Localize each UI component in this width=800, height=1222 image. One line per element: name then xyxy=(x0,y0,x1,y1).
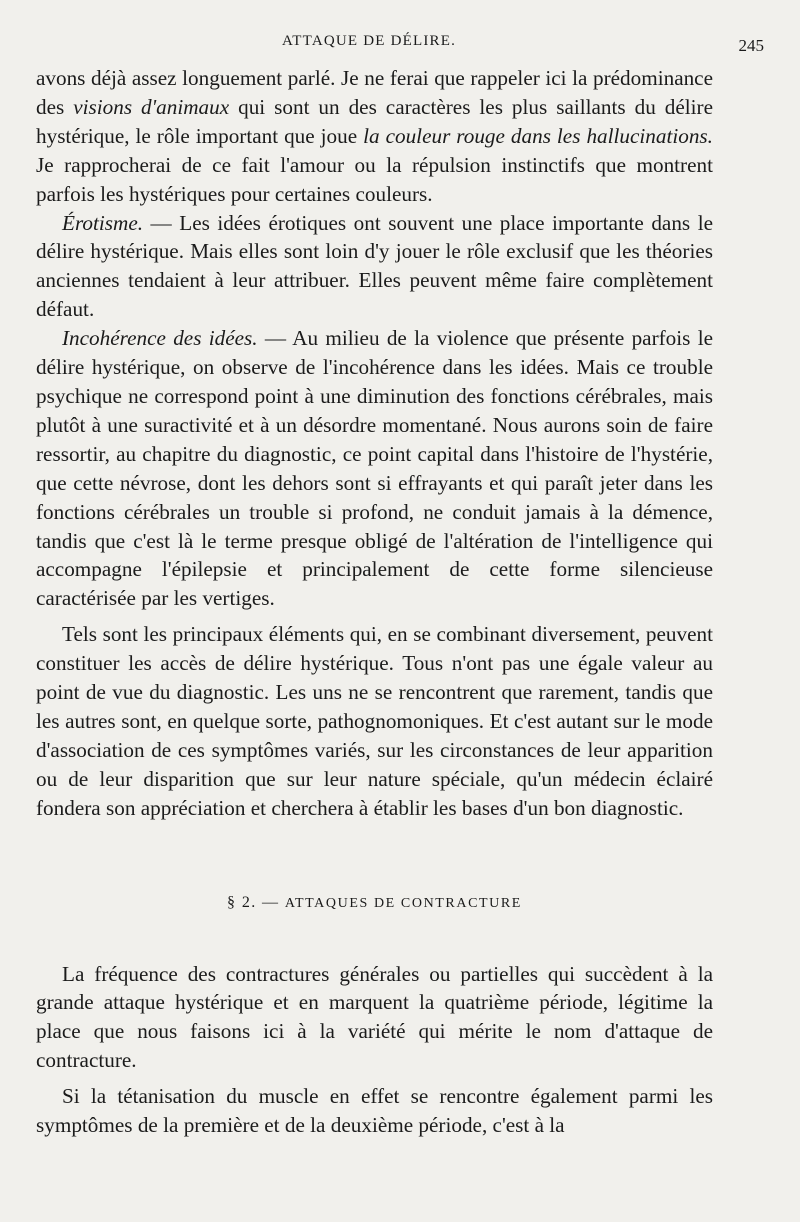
text-run: avons déjà assez longuement parlé. Je ne ferai que rappeler ici la prédominance des xyxy=(36,66,713,119)
section-title: ATTAQUES DE CONTRACTURE xyxy=(284,895,522,911)
section-heading xyxy=(36,893,713,914)
emphasis: visions d'animaux xyxy=(73,94,230,119)
text-run: — Au milieu de la violence que présente parfois le délire hystérique, on observe de l'incohérence dans les idées. Mais ce trouble psychique ne correspond point à une diminution des fonctions cérébrales, mais plutôt à une suractivité et à un désordre momentané. Nous aurons soin de faire ressortir, au chapitre du diagnostic, ce point capital dans l'histoire de l'hystérie, que cette névrose, dont les dehors sont si effrayants et qui paraît jeter dans les fonctions cérébrales un trouble si profond, ne conduit jamais à la démence, tandis que c'est là le terme presque obligé de l'altération de l'intelligence qui accompagne l'épilepsie et principalement de cette forme silencieuse caractérisée par les vertiges. xyxy=(36,326,713,611)
paragraph-erotisme xyxy=(36,209,713,325)
paragraph-incoherence xyxy=(36,324,713,613)
paragraph-contracture-1: La fréquence des contractures générales ou partielles qui succèdent à la grande attaque hystérique et en marquent la quatrième période, légitime la place que nous faisons ici à la variété qui mérite le nom d'attaque de contracture. xyxy=(36,961,713,1073)
page-header xyxy=(36,30,764,56)
paragraph-heading: Incohérence des idées. xyxy=(62,326,258,351)
paragraph-contracture-2: Si la tétanisation du muscle en effet se rencontre également parmi les symptômes de la première et de la deuxième période, c'est à la xyxy=(36,1084,713,1138)
text-run: Je rapprocherai de ce fait l'amour ou la répulsion instinctifs que montrent parfois les hystériques pour certaines couleurs. xyxy=(36,152,713,206)
page-body xyxy=(36,64,713,1140)
page-number: 245 xyxy=(738,36,764,55)
text-run: qui sont un des caractères les plus saillants du délire hystérique, le rôle important que joue xyxy=(36,94,713,148)
paragraph-heading: Érotisme. xyxy=(62,210,144,235)
emphasis: la couleur rouge dans les hallucinations. xyxy=(363,123,713,148)
text-run: — Les idées érotiques ont souvent une place importante dans le délire hystérique. Mais elles sont loin d'y jouer le rôle exclusif que les théories anciennes tendaient à leur attribuer. Elles peuvent même faire complètement défaut. xyxy=(36,210,713,322)
paragraph-continuation xyxy=(36,64,713,209)
paragraph-summary: Tels sont les principaux éléments qui, en se combinant diversement, peuvent constituer les accès de délire hystérique. Tous n'ont pas une égale valeur au point de vue du diagnostic. Les uns ne se rencontrent que rarement, tandis que les autres sont, en quelque sorte, pathognomoniques. Et c'est autant sur le mode d'association de ces symptômes variés, sur les circonstances de leur apparition ou de leur disparition que sur leur nature spéciale, qu'un médecin éclairé fondera son appréciation et cherchera à établir les bases d'un bon diagnostic. xyxy=(36,622,713,820)
running-title: ATTAQUE DE DÉLIRE. xyxy=(281,33,457,49)
section-number: § 2. — xyxy=(227,893,280,911)
